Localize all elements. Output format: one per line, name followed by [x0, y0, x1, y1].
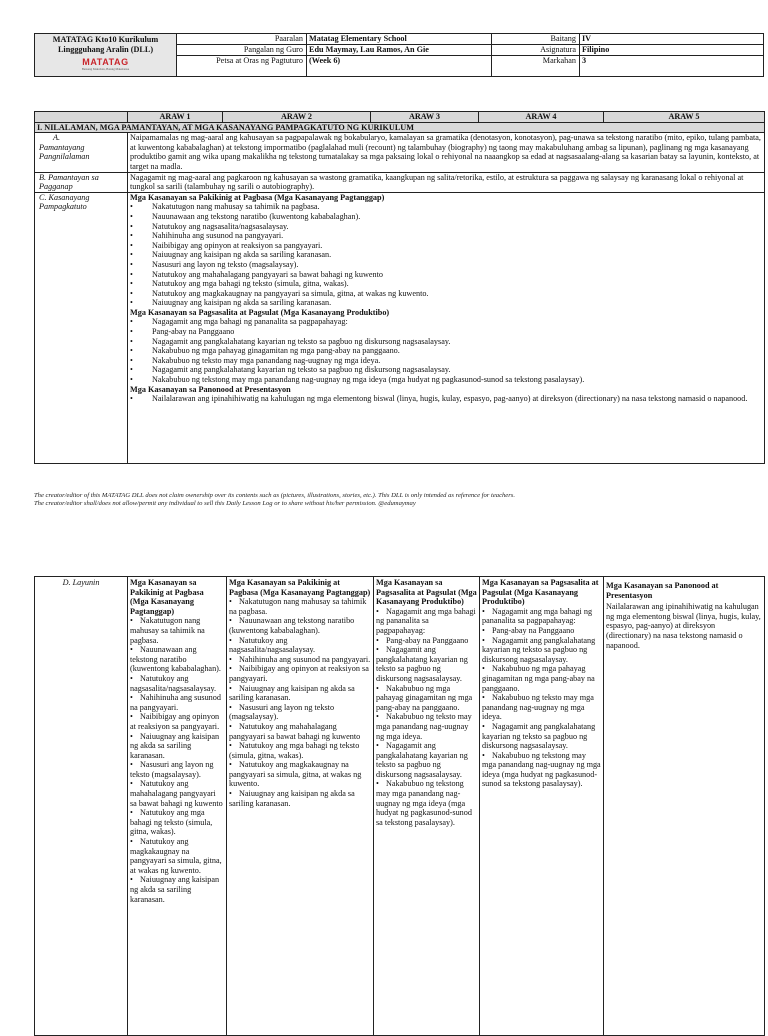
row-pamantayang-pangnilalaman	[35, 133, 765, 172]
skill-item	[130, 260, 762, 270]
layunin-day-1	[128, 577, 227, 1036]
bullet-marker: •	[482, 606, 485, 616]
layunin-item	[130, 779, 224, 808]
matatag-logo: MATATAG	[82, 57, 129, 67]
asignatura-label: Asignatura	[492, 45, 580, 56]
layunin-item	[130, 693, 224, 712]
bullet-text: Natutukoy ang mahahalagang pangyayari sa bawat bahagi ng kuwento	[130, 779, 223, 808]
layunin-item	[229, 741, 371, 760]
bullet-text: Nakabubuo ng mga pahayag ginagamitan ng mga pang-abay na panggaano.	[152, 346, 400, 356]
bullet-text: Nakabubuo ng tekstong may mga panandang nag-uugnay ng mga ideya (mga hudyat ng pagkasunod-sunod sa tekstong pasalaysay).	[482, 750, 601, 789]
row-letter: A.	[53, 133, 61, 143]
bullet-marker: •	[229, 654, 232, 664]
bullet-marker: •	[130, 673, 133, 683]
bullet-marker: •	[229, 721, 232, 731]
disclaimer-note	[34, 492, 764, 508]
day-header: ARAW 3	[371, 112, 479, 123]
bullet-text: Natutukoy ang magkakaugnay na pangyayari sa simula, gitna, at wakas ng kuwento.	[229, 760, 362, 789]
bullet-text: Naiuugnay ang kaisipan ng akda sa sariling karanasan.	[152, 250, 332, 260]
skill-item	[130, 279, 762, 289]
bullet-text: Nagagamit ang mga bahagi ng pananalita sa pagpapahayag:	[152, 317, 348, 327]
skill-item	[130, 231, 762, 241]
pamantayan-sa-pagganap-text: Nagagamit ng mag-aaral ang pagkaroon ng kahusayan sa wastong gramatika, kaangkupan ng salita/retorika, estilo, at estruktura sa paggawa ng salaysay ng karanasang lokal o rehiyonal at tungkol sa sarili (talambuhay ng sarili o autobiography).	[128, 172, 765, 192]
layunin-item	[130, 674, 224, 693]
bullet-marker: •	[130, 346, 133, 356]
day-header: ARAW 5	[604, 112, 765, 123]
layunin-item	[130, 712, 224, 731]
layunin-item	[376, 645, 477, 683]
layunin-item	[229, 760, 371, 789]
baitang-label: Baitang	[492, 34, 580, 45]
bullet-text: Nagagamit ang pangkalahatang kayarian ng teksto sa pagbuo ng diskursong nagsasalaysay.	[376, 741, 468, 779]
layunin-item	[376, 607, 477, 636]
markahan-value: 3	[580, 56, 764, 77]
day-header: ARAW 1	[128, 112, 223, 123]
bullet-marker: •	[229, 789, 232, 799]
bullet-marker: •	[229, 597, 232, 607]
layunin-item	[482, 722, 601, 751]
bullet-text: Nagagamit ang pangkalahatang kayarian ng teksto sa pagbuo ng diskursong nagsasalaysay.	[482, 635, 596, 664]
bullet-text: Natutukoy ang magkakaugnay na pangyayari sa simula, gitna, at wakas ng kuwento.	[152, 288, 429, 298]
layunin-item	[229, 703, 371, 722]
guro-label: Pangalan ng Guro	[177, 45, 307, 56]
disclaimer-line: The creator/editor shall/does not allow/permit any individual to sell this Daily Lesson Log or to share without his/her permission. @edumaymay	[34, 500, 416, 507]
header-table	[34, 33, 764, 77]
bullet-marker: •	[130, 269, 133, 279]
bullet-marker: •	[130, 616, 133, 626]
kasanayang-pampagkatuto-list	[128, 192, 765, 463]
row-label	[35, 133, 128, 172]
bullet-marker: •	[130, 288, 133, 298]
layunin-day-5	[604, 577, 765, 1036]
bullet-marker: •	[130, 298, 133, 308]
row-pamantayan-sa-pagganap	[35, 172, 765, 192]
bullet-marker: •	[482, 635, 485, 645]
section-title-row	[35, 122, 765, 133]
layunin-item	[229, 616, 371, 635]
bullet-text: Nasusuri ang layon ng teksto (magsalaysay).	[152, 259, 299, 269]
bullet-marker: •	[229, 741, 232, 751]
day-header: ARAW 4	[479, 112, 604, 123]
bullet-text: Natutukoy ang mga bahagi ng teksto (simula, gitna, wakas).	[229, 741, 360, 760]
bullet-text: Nauunawaan ang tekstong naratibo (kuwentong kababalaghan).	[130, 645, 221, 674]
bullet-text: Naiuugnay ang kaisipan ng akda sa sariling karanasan.	[130, 875, 220, 904]
bullet-text: Nakabubuo ng teksto may mga panandang nag-uugnay ng mga ideya.	[376, 712, 472, 741]
bullet-text: Pang-abay na Panggaano	[152, 327, 235, 337]
dll-title: MATATAG Kto10 Kurikulum Linggguhang Aralin (DLL)	[52, 35, 159, 54]
bullet-marker: •	[130, 808, 133, 818]
asignatura-value: Filipino	[580, 45, 764, 56]
bullet-marker: •	[130, 365, 133, 375]
bullet-marker: •	[229, 702, 232, 712]
bullet-marker: •	[130, 240, 133, 250]
bullet-text: Nagagamit ang pangkalahatang kayarian ng teksto sa pagbuo ng diskursong nagsasalaysay.	[152, 365, 451, 375]
col-heading: Mga Kasanayan sa Pakikinig at Pagbasa (Mga Kasanayang Pagtanggap)	[130, 578, 204, 616]
layunin-item	[482, 664, 601, 693]
bullet-marker: •	[130, 779, 133, 789]
skill-item	[130, 250, 762, 260]
col-heading: Mga Kasanayan sa Pakikinig at Pagbasa (Mga Kasanayang Pagtanggap)	[229, 578, 371, 597]
row-label: B. Pamantayan sa Pagganap	[35, 172, 128, 192]
markahan-label: Markahan	[492, 56, 580, 77]
skill-group-title: Mga Kasanayan sa Pakikinig at Pagbasa (Mga Kasanayang Pagtanggap)	[130, 192, 385, 202]
bullet-marker: •	[229, 664, 232, 674]
layunin-day-4	[480, 577, 604, 1036]
skill-item	[130, 346, 762, 356]
bullet-marker: •	[130, 317, 133, 327]
day-header-row	[35, 112, 765, 123]
bullet-text: Naibibigay ang opinyon at reaksiyon sa pangyayari.	[152, 240, 323, 250]
bullet-marker: •	[376, 779, 379, 789]
skill-item	[130, 202, 762, 212]
layunin-item	[130, 760, 224, 779]
bullet-text: Natutukoy ang mga bahagi ng teksto (simula, gitna, wakas).	[152, 279, 349, 289]
skill-item	[130, 356, 762, 366]
layunin-item	[130, 875, 224, 904]
bullet-text: Nakatutugon nang mahusay sa tahimik na pagbasa.	[130, 616, 205, 645]
bullet-text: Nakabubuo ng mga pahayag ginagamitan ng mga pang-abay na panggaano.	[376, 683, 473, 712]
layunin-day-2	[227, 577, 374, 1036]
bullet-text: Natutukoy ang mahahalagang pangyayari sa bawat bahagi ng kuwento	[152, 269, 383, 279]
layunin-item	[376, 741, 477, 779]
bullet-text: Nagagamit ang pangkalahatang kayarian ng teksto sa pagbuo ng diskursong nagsasalaysay.	[376, 645, 468, 683]
bullet-text: Naibibigay ang opinyon at reaksiyon sa pangyayari.	[130, 712, 220, 731]
bullet-text: Nailalarawan ang ipinahihiwatig na kahulugan ng mga elementong biswal (linya, hugis, kulay, espasyo, pag-aanyo) at direksyon (directionary) na nasa tekstong namasid o napanood.	[152, 394, 748, 404]
skill-group-title: Mga Kasanayan sa Panonood at Presentasyon	[130, 384, 291, 394]
layunin-item	[130, 645, 224, 674]
bullet-text: Natutukoy ang magkakaugnay na pangyayari sa simula, gitna, at wakas ng kuwento.	[130, 837, 222, 875]
bullet-marker: •	[229, 683, 232, 693]
bullet-text: Nakabubuo ng tekstong may mga panandang nag-uugnay ng mga ideya (mga hudyat ng pagkasunod-sunod sa tekstong pasalaysay).	[376, 779, 472, 827]
bullet-marker: •	[130, 279, 133, 289]
bullet-text: Nakabubuo ng teksto may mga panandang nag-uugnay ng mga ideya.	[152, 355, 381, 365]
bullet-text: Nagagamit ang pangkalahatang kayarian ng teksto sa pagbuo ng diskursong nagsasalaysay.	[152, 336, 451, 346]
bullet-marker: •	[130, 355, 133, 365]
layunin-table	[34, 576, 765, 1036]
layunin-item	[130, 732, 224, 761]
bullet-text: Nasusuri ang layon ng teksto (magsalaysay).	[229, 702, 335, 722]
bullet-marker: •	[482, 625, 485, 635]
bullet-text: Pang-abay na Panggaano	[492, 625, 575, 635]
layunin-item	[229, 664, 371, 683]
layunin-item	[482, 751, 601, 789]
bullet-text: Nagagamit ang mga bahagi ng pananalita sa pagpapahayag:	[482, 606, 593, 626]
bullet-marker: •	[130, 760, 133, 770]
bullet-marker: •	[376, 741, 379, 751]
logo-tagline: Bansang Makabata, Batang Makabansa	[81, 67, 130, 71]
bullet-marker: •	[376, 645, 379, 655]
col-heading: Mga Kasanayan sa Pagsasalita at Pagsulat (Mga Kasanayang Produktibo)	[376, 578, 477, 607]
bullet-text: Natutukoy ang nagsasalita/nagsasalaysay.	[229, 635, 316, 655]
col-heading: Mga Kasanayan sa Panonood at Presentasyon	[606, 581, 719, 600]
day-header: ARAW 2	[223, 112, 371, 123]
bullet-text: Naiuugnay ang kaisipan ng akda sa sariling karanasan.	[130, 731, 220, 760]
bullet-text: Naiuugnay ang kaisipan ng akda sa sariling karanasan.	[229, 683, 355, 703]
bullet-marker: •	[482, 721, 485, 731]
bullet-marker: •	[130, 875, 133, 885]
col-heading: Mga Kasanayan sa Pagsasalita at Pagsulat (Mga Kasanayang Produktibo)	[482, 578, 599, 607]
layunin-item	[482, 607, 601, 626]
disclaimer-line: The creator/editor of this MATATAG DLL does not claim ownership over its contents such as (pictures, illustrations, stories, etc.). This DLL is only intended as reference for teachers.	[34, 492, 516, 499]
layunin-item	[229, 636, 371, 655]
bullet-text: Naiuugnay ang kaisipan ng akda sa sariling karanasan.	[229, 789, 355, 808]
bullet-text: Nakatutugon nang mahusay sa tahimik na pagbasa.	[229, 597, 367, 616]
bullet-marker: •	[130, 211, 133, 221]
bullet-marker: •	[130, 375, 133, 385]
layunin-item	[229, 722, 371, 741]
bullet-marker: •	[130, 336, 133, 346]
guro-value: Edu Maymay, Lau Ramos, An Gie	[307, 45, 492, 56]
bullet-text: Nauunawaan ang tekstong naratibo (kuwentong kababalaghan).	[152, 211, 361, 221]
skill-item	[130, 365, 762, 375]
skill-group-title: Mga Kasanayan sa Pagsasalita at Pagsulat (Mga Kasanayang Produktibo)	[130, 307, 390, 317]
bullet-marker: •	[130, 250, 133, 260]
curriculum-table	[34, 111, 765, 464]
layunin-text: Nailalarawan ang ipinahihiwatig na kahulugan ng mga elementong biswal (linya, hugis, kulay, espasyo, pag-aanyo) at direksyon (directionary) na nasa tekstong namasid o napanood.	[606, 602, 761, 650]
bullet-marker: •	[376, 606, 379, 616]
bullet-text: Nahihinuha ang susunod na pangyayari.	[152, 231, 284, 241]
bullet-text: Nauunawaan ang tekstong naratibo (kuwentong kababalaghan).	[229, 616, 355, 635]
bullet-text: Nagagamit ang mga bahagi ng pananalita sa pagpapahayag:	[376, 606, 476, 635]
bullet-marker: •	[229, 616, 232, 626]
bullet-marker: •	[130, 712, 133, 722]
row-kasanayang-pampagkatuto	[35, 192, 765, 463]
layunin-item	[130, 837, 224, 875]
skill-item	[130, 298, 762, 308]
bullet-text: Natutukoy ang mahahalagang pangyayari sa bawat bahagi ng kuwento	[229, 721, 361, 741]
skill-item	[130, 241, 762, 251]
bullet-text: Naiuugnay ang kaisipan ng akda sa sariling karanasan.	[152, 298, 332, 308]
paaralan-value: Matatag Elementary School	[307, 34, 492, 45]
bullet-text: Nakabubuo ng mga pahayag ginagamitan ng mga pang-abay na panggaano.	[482, 664, 595, 693]
layunin-item	[376, 636, 477, 646]
bullet-marker: •	[130, 231, 133, 241]
skill-item	[130, 317, 762, 327]
layunin-item	[229, 684, 371, 703]
baitang-value: IV	[580, 34, 764, 45]
bullet-marker: •	[376, 712, 379, 722]
skill-item	[130, 289, 762, 299]
bullet-text: Natutukoy ang nagsasalita/nagsasalaysay.	[152, 221, 289, 231]
skill-item	[130, 394, 762, 404]
paaralan-label: Paaralan	[177, 34, 307, 45]
bullet-text: Nakabubuo ng tekstong may mga panandang nag-uugnay ng mga ideya (mga hudyat ng pagkasunod-sunod sa tekstong pasalaysay).	[152, 375, 585, 385]
bullet-text: Pang-abay na Panggaano	[386, 635, 469, 645]
bullet-text: Naibibigay ang opinyon at reaksiyon sa pangyayari.	[229, 664, 369, 683]
skill-item	[130, 337, 762, 347]
bullet-marker: •	[130, 645, 133, 655]
layunin-item	[229, 597, 371, 616]
layunin-item	[376, 779, 477, 827]
row-label: D. Layunin	[35, 577, 128, 1036]
layunin-item	[482, 636, 601, 665]
section-title: I. NILALAMAN, MGA PAMANTAYAN, AT MGA KASANAYANG PAMPAGKATUTO NG KURIKULUM	[35, 122, 765, 133]
bullet-marker: •	[130, 693, 133, 703]
petsa-label: Petsa at Oras ng Pagtuturo	[177, 56, 307, 77]
bullet-marker: •	[130, 731, 133, 741]
skill-item	[130, 327, 762, 337]
bullet-marker: •	[130, 837, 133, 847]
bullet-marker: •	[229, 635, 232, 645]
bullet-marker: •	[376, 683, 379, 693]
bullet-marker: •	[229, 760, 232, 770]
row-layunin	[35, 577, 765, 1036]
bullet-text: Nasusuri ang layon ng teksto (magsalaysay).	[130, 760, 214, 779]
row-label-text: Pamantayang Pangnilalaman	[39, 142, 90, 162]
layunin-item	[130, 616, 224, 645]
corner-cell	[35, 112, 128, 123]
skill-item	[130, 222, 762, 232]
layunin-item	[482, 626, 601, 636]
bullet-marker: •	[130, 221, 133, 231]
layunin-item	[229, 655, 371, 665]
bullet-marker: •	[130, 202, 133, 212]
bullet-marker: •	[130, 394, 133, 404]
skill-item	[130, 375, 762, 385]
skill-item	[130, 212, 762, 222]
bullet-text: Nagagamit ang pangkalahatang kayarian ng teksto sa pagbuo ng diskursong nagsasalaysay.	[482, 721, 596, 751]
layunin-item	[376, 712, 477, 741]
row-label: C. Kasanayang Pampagkatuto	[35, 192, 128, 463]
layunin-item	[229, 789, 371, 808]
bullet-marker: •	[130, 327, 133, 337]
logo-block	[35, 34, 177, 77]
bullet-text: Natutukoy ang nagsasalita/nagsasalaysay.	[130, 673, 217, 693]
bullet-marker: •	[482, 664, 485, 674]
layunin-item	[482, 693, 601, 722]
bullet-marker: •	[482, 693, 485, 703]
bullet-marker: •	[376, 635, 379, 645]
pamantayang-pangnilalaman-text: Naipamamalas ng mag-aaral ang kahusayan sa pagpapalawak ng bokabularyo, kamalayan sa gramatika (denotasyon, konotasyon), pag-unawa sa tekstong naratibo (mito, epiko, tulang pambata, at kuwentong kababalaghan) at tekstong impormatibo (paglalahad muli (recount) ng talambuhay (biography) ng taong may makabuluhang ambag sa lipunan), paglinang ng mga kasanayang produktibo gamit ang wika upang makalikha ng tekstong tumatalakay sa mga paksaing lokal o rehiyonal na naaangkop sa edad at nagsasaalang-alang sa kasarian batay sa layunin, konteksto, at target na madla.	[128, 133, 765, 172]
bullet-text: Nahihinuha ang susunod na pangyayari.	[239, 654, 371, 664]
bullet-text: Nakabubuo ng teksto may mga panandang nag-uugnay ng mga ideya.	[482, 693, 594, 722]
bullet-text: Natutukoy ang mga bahagi ng teksto (simula, gitna, wakas).	[130, 808, 213, 837]
bullet-marker: •	[482, 750, 485, 760]
skill-item	[130, 270, 762, 280]
layunin-day-3	[374, 577, 480, 1036]
bullet-marker: •	[130, 259, 133, 269]
bullet-text: Nahihinuha ang susunod na pangyayari.	[130, 693, 221, 712]
bullet-text: Nakatutugon nang mahusay sa tahimik na pagbasa.	[152, 202, 320, 212]
layunin-item	[130, 808, 224, 837]
layunin-item	[376, 684, 477, 713]
petsa-value: (Week 6)	[307, 56, 492, 77]
